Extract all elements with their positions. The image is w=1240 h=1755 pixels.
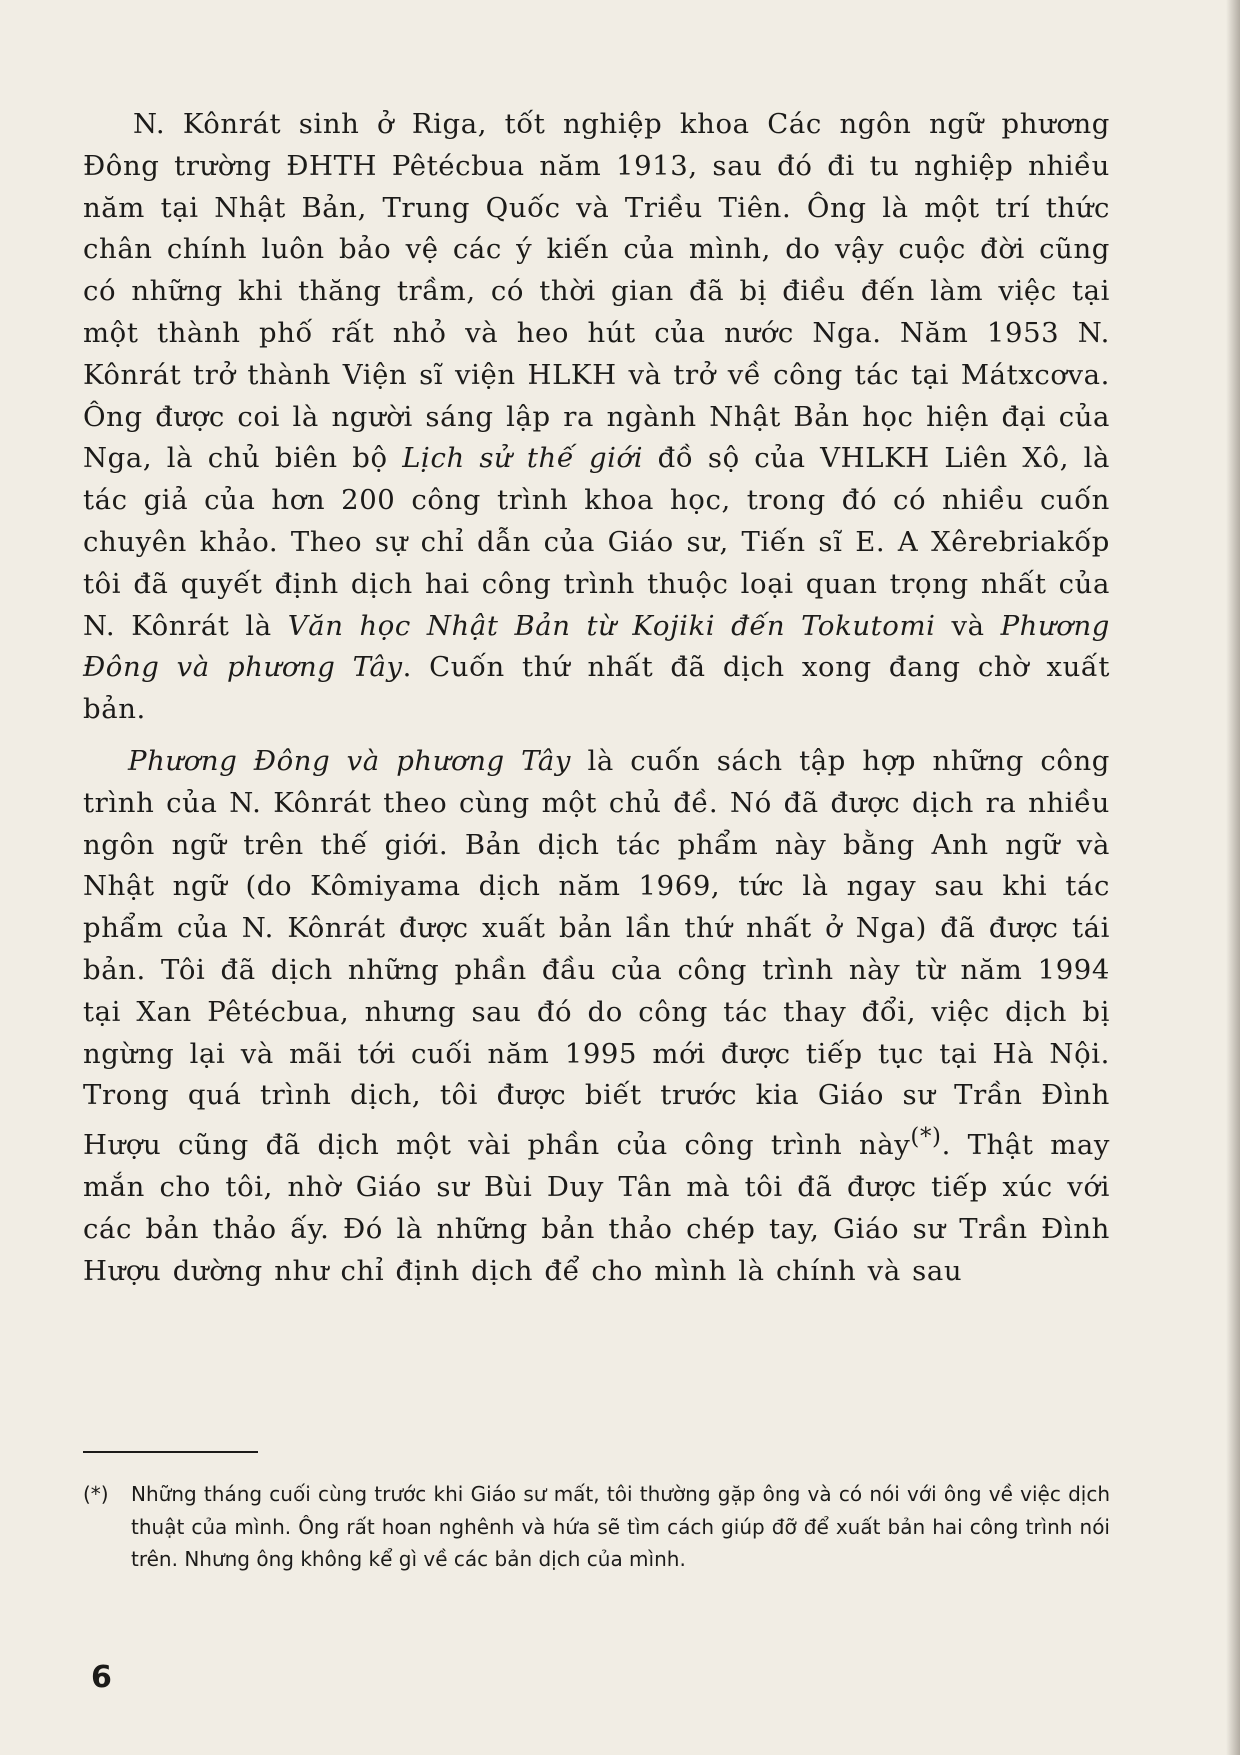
- text-run: là cuốn sách tập hợp những công trình của N. Kônrát theo cùng một chủ đề. Nó đã được dịch ra nhiều ngôn ngữ trên thế giới. Bản dịch tác phẩm này bằng Anh ngữ và Nhật ngữ (do Kômiyama dịch năm 1969, tức là ngay sau khi tác phẩm của N. Kônrát được xuất bản lần thứ nhất ở Nga) đã được tái bản. Tôi đã dịch những phần đầu của công trình này từ năm 1994 tại Xan Pêtécbua, nhưng sau đó do công tác thay đổi, việc dịch bị ngừng lại và mãi tới cuối năm 1995 mới được tiếp tục tại Hà Nội. Trong quá trình dịch, tôi được biết trước kia Giáo sư Trần Đình Hượu cũng đã dịch một vài phần của công trình này: [83, 744, 1110, 1162]
- footnote-divider: [83, 1451, 258, 1453]
- text-run: và: [935, 609, 1001, 642]
- book-title-phuong-dong-va-phuong-tay: Phương Đông và phương Tây: [83, 609, 1110, 684]
- footnote: [83, 1478, 1110, 1576]
- paragraph-2: [83, 741, 1110, 1293]
- page-edge-shadow: [1226, 0, 1240, 1755]
- text-run: đồ sộ của VHLKH Liên Xô, là tác giả của hơn 200 công trình khoa học, trong đó có nhiều cuốn chuyên khảo. Theo sự chỉ dẫn của Giáo sư, Tiến sĩ E. A Xêrebriakốp tôi đã quyết định dịch hai công trình thuộc loại quan trọng nhất của N. Kônrát là: [83, 442, 1110, 642]
- footnote-marker: (*): [83, 1482, 109, 1506]
- footnote-text: Những tháng cuối cùng trước khi Giáo sư mất, tôi thường gặp ông và có nói với ông về việc dịch thuật của mình. Ông rất hoan nghênh và hứa sẽ tìm cách giúp đỡ để xuất bản hai công trình nói trên. Nhưng ông không kể gì về các bản dịch của mình.: [131, 1482, 1110, 1571]
- book-title-lich-su-the-gioi: Lịch sử thế giới: [402, 442, 644, 475]
- body-text: [83, 104, 1110, 1292]
- text-run: . Cuốn thứ nhất đã dịch xong đang chờ xuất bản.: [83, 651, 1110, 726]
- page-number: 6: [91, 1660, 112, 1695]
- paragraph-1: [83, 104, 1110, 731]
- footnote-reference: (*): [910, 1124, 942, 1151]
- book-title-van-hoc-nhat-ban: Văn học Nhật Bản từ Kojiki đến Tokutomi: [287, 609, 936, 642]
- text-run: . Thật may mắn cho tôi, nhờ Giáo sư Bùi Duy Tân mà tôi đã được tiếp xúc với các bản thảo ấy. Đó là những bản thảo chép tay, Giáo sư Trần Đình Hượu dường như chỉ định dịch để cho mình là chính và sau: [83, 1129, 1111, 1287]
- book-title-phuong-dong-va-phuong-tay: Phương Đông và phương Tây: [128, 744, 572, 777]
- text-run: N. Kônrát sinh ở Riga, tốt nghiệp khoa Các ngôn ngữ phương Đông trường ĐHTH Pêtécbua năm 1913, sau đó đi tu nghiệp nhiều năm tại Nhật Bản, Trung Quốc và Triều Tiên. Ông là một trí thức chân chính luôn bảo vệ các ý kiến của mình, do vậy cuộc đời cũng có những khi thăng trầm, có thời gian đã bị điều đến làm việc tại một thành phố rất nhỏ và heo hút của nước Nga. Năm 1953 N. Kônrát trở thành Viện sĩ viện HLKH và trở về công tác tại Mátxcơva. Ông được coi là người sáng lập ra ngành Nhật Bản học hiện đại của Nga, là chủ biên bộ: [83, 108, 1110, 475]
